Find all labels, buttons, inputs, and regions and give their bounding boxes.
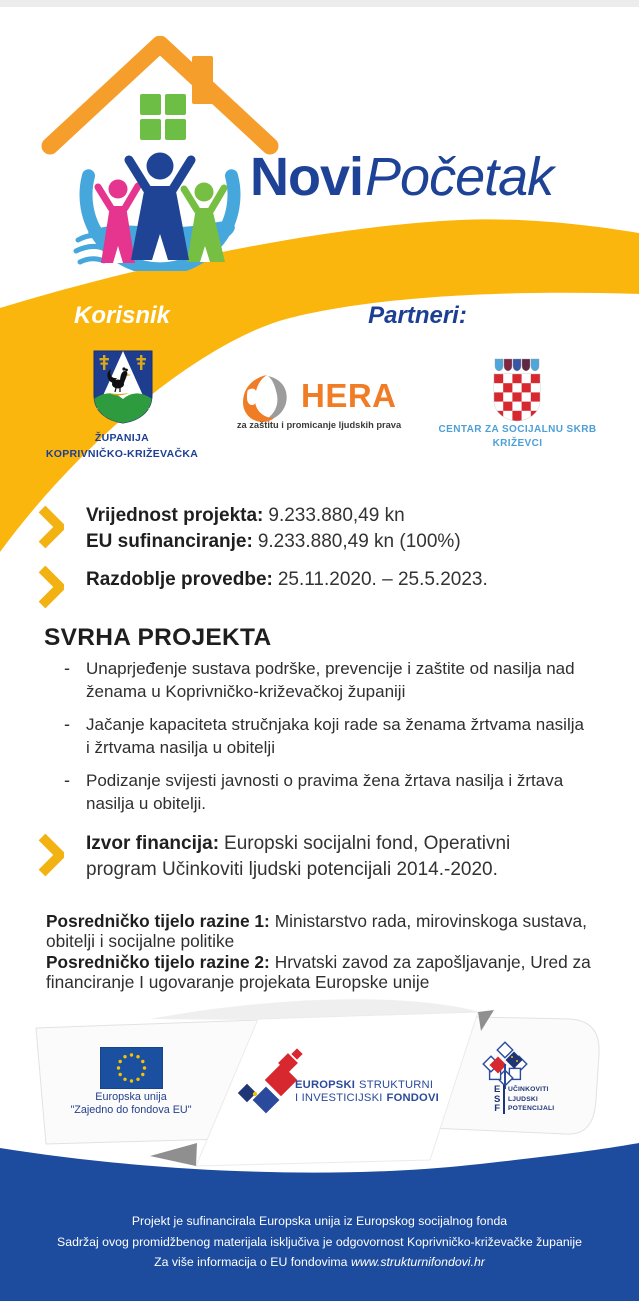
list-item — [64, 658, 594, 703]
fact-implementation-period — [86, 567, 488, 593]
intermediate-bodies — [46, 911, 608, 993]
esf-pinwheel-icon — [478, 1040, 532, 1090]
bullet-text: Unaprjeđenje sustava podrške, prevencije i zaštite od nasilja nad ženama u Koprivničko-križevačkoj županiji — [86, 659, 575, 701]
section-heading-svrha: SVRHA PROJEKTA — [44, 624, 272, 651]
hera-name: HERA — [301, 377, 397, 414]
footer-line3: Za više informacija o EU fondovima www.strukturnifondovi.hr — [154, 1255, 485, 1269]
eu-caption-line1: Europska unija — [95, 1091, 167, 1103]
intermediate-body-2: Posredničko tijelo razine 2: Hrvatski zavod za zapošljavanje, Ured za financiranje I ugovaranje projekata Europske unije — [46, 951, 591, 993]
project-title-bold: Novi — [250, 147, 364, 207]
esf-letters: E S F — [494, 1084, 501, 1115]
dash-marker: - — [64, 770, 70, 790]
czss-name — [420, 423, 615, 450]
dash-marker: - — [64, 658, 70, 678]
esif-wordmark — [295, 1079, 439, 1105]
svrha-bullet-list — [64, 658, 594, 826]
fact-line: Razdoblje provedbe: 25.11.2020. – 25.5.2023. — [86, 569, 488, 590]
czss-name-line2: KRIŽEVCI — [492, 437, 543, 449]
esif-line1: EUROPSKI STRUKTURNI — [295, 1079, 434, 1091]
footer-line1: Projekt je sufinancirala Europska unija iz Europskog socijalnog fonda — [131, 1214, 508, 1228]
chevron-bullet-icon — [38, 565, 64, 609]
chevron-bullet-icon — [38, 505, 64, 549]
bullet-text: Jačanje kapaciteta stručnjaka koji rade sa ženama žrtvama nasilja i žrtvama nasilja u obitelji — [86, 715, 584, 757]
house-family-logo-icon — [40, 36, 280, 271]
top-strip — [0, 0, 639, 7]
hera-tagline: za zaštitu i promicanje ljudskih prava — [236, 420, 402, 430]
partneri-label: Partneri: — [368, 302, 467, 329]
esf-wordmark — [494, 1085, 554, 1114]
footer-disclaimer — [0, 1211, 639, 1273]
footer-line2: Sadržaj ovog promidžbenog materijala isključiva je odgovornost Koprivničko-križevačke županije — [57, 1234, 582, 1249]
list-item — [64, 770, 594, 815]
korisnik-label: Korisnik — [73, 302, 171, 329]
project-title-light: Početak — [365, 147, 554, 207]
croatia-coat-of-arms-icon — [492, 358, 542, 422]
dash-marker: - — [64, 714, 70, 734]
intermediate-body-1: Posredničko tijelo razine 1: Ministarstvo rada, mirovinskoga sustava, obitelji i socijalne politike — [46, 911, 587, 952]
fact-funding-source: Izvor financija: Europski socijalni fond, Operativni program Učinkoviti ljudski potencijali 2014.-2020. — [86, 833, 511, 880]
esif-line2: I INVESTICIJSKI FONDOVI — [295, 1092, 439, 1105]
eu-flag-caption — [55, 1091, 207, 1117]
eu-flag-icon — [100, 1047, 163, 1089]
strukturnifondovi-url: www.strukturnifondovi.hr — [350, 1255, 485, 1269]
project-title — [250, 146, 553, 208]
county-name — [27, 430, 217, 462]
county-name-line1: ŽUPANIJA — [94, 432, 150, 444]
fact-line: Vrijednost projekta: 9.233.880,49 kn — [86, 505, 405, 526]
list-item — [64, 714, 594, 759]
ribbon-fold-bottom-icon — [150, 1143, 197, 1166]
hera-logo-icon — [240, 375, 298, 422]
fact-line: EU sufinanciranje: 9.233.880,49 kn (100%) — [86, 531, 461, 552]
chevron-bullet-icon — [38, 833, 64, 877]
fact-project-value — [86, 503, 461, 555]
county-coat-of-arms-icon — [92, 349, 154, 425]
county-name-line2: KOPRIVNIČKO-KRIŽEVAČKA — [45, 448, 199, 460]
czss-name-line1: CENTAR ZA SOCIJALNU SKRB — [438, 424, 597, 435]
esf-words: UČINKOVITI LJUDSKI POTENCIJALI — [507, 1086, 555, 1113]
eu-caption-line2: "Zajedno do fondova EU" — [70, 1104, 192, 1116]
bullet-text: Podizanje svijesti javnosti o pravima žena žrtava nasilja i žrtava nasilja u obitelji. — [86, 771, 564, 813]
